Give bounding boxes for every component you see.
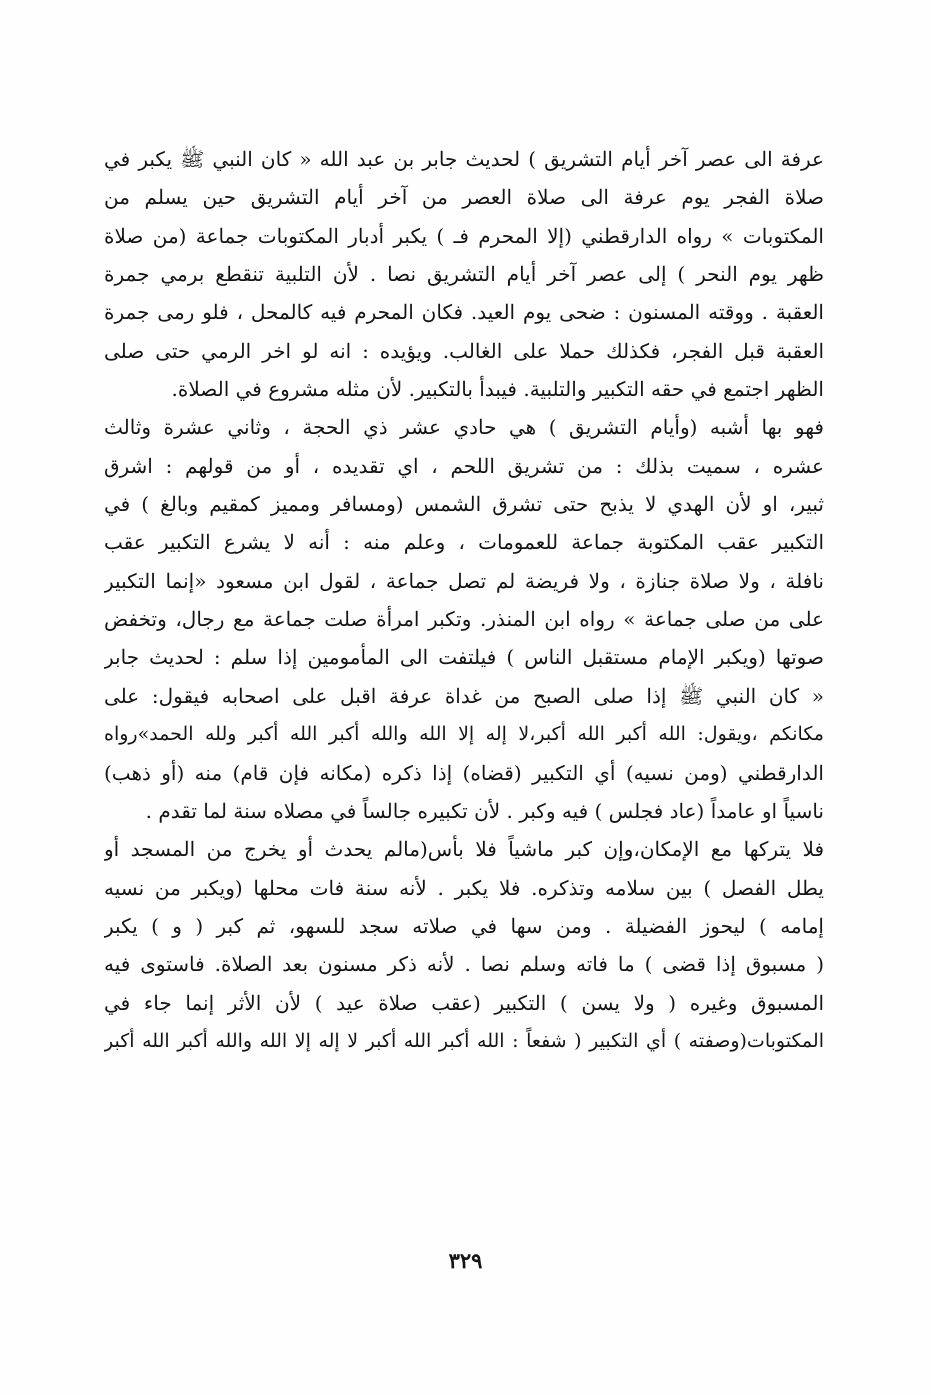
text-line-21: إمامه ) ليحوز الفضيلة . ومن سها في صلاته سجد للسهو، ثم كبر ( و ) يكبر — [104, 913, 824, 938]
text-line-20: يطل الفصل ) بين سلامه وتذكره. فلا يكبر . لأنه سنة فات محلها (ويكبر من نسيه — [104, 875, 824, 900]
text-line-23: المسبوق وغيره ( ولا يسن ) التكبير (عقب صلاة عيد ) لأن الأثر إنما جاء في — [104, 990, 824, 1015]
text-line-4: ظهر يوم النحر ) إلى عصر آخر أيام التشريق نصا . لأن التلبية تنقطع برمي جمرة — [104, 262, 824, 287]
text-line-8: فهو بها أشبه (وأيام التشريق ) هي حادي عشر ذي الحجة ، وثاني عشرة وثالث — [104, 415, 824, 440]
text-line-14: صوتها (ويكبر الإمام مستقبل الناس ) فيلتفت الى المأمومين إذا سلم : لحديث جابر — [104, 645, 824, 670]
body-text — [104, 140, 824, 1060]
text-line-1: عرفة الى عصر آخر أيام التشريق ) لحديث جابر بن عبد الله « كان النبي ﷺ يكبر في — [104, 147, 824, 171]
text-line-19: فلا يتركها مع الإمكان،وإن كبر ماشياً فلا بأس(مالم يحدث أو يخرج من المسجد أو — [104, 837, 824, 862]
text-line-15: « كان النبي ﷺ إذا صلى الصبح من غداة عرفة اقبل على اصحابه فيقول: على — [104, 683, 824, 708]
text-line-3: المكتوبات » رواه الدارقطني (إلا المحرم فـ ) يكبر أدبار المكتوبات جماعة (من صلاة — [104, 223, 824, 248]
text-line-18: ناسياً او عامداً (عاد فجلس ) فيه وكبر . لأن تكبيره جالساً في مصلاه سنة لما تقدم . — [145, 798, 824, 823]
page-number: ٣٢٩ — [448, 1248, 483, 1273]
text-line-11: التكبير عقب المكتوبة جماعة للعمومات ، وعلم منه : أنه لا يشرع التكبير عقب — [104, 530, 824, 555]
text-line-9: عشره ، سميت بذلك : من تشريق اللحم ، اي تقديده ، أو من قولهم : اشرق — [104, 453, 824, 478]
text-line-16: مكانكم ،ويقول: الله أكبر الله أكبر،لا إله إلا الله والله أكبر الله أكبر ولله الحمد»رواه — [104, 723, 824, 746]
text-line-13: على من صلى جماعة » رواه ابن المنذر. وتكبر امرأة صلت جماعة مع رجال، وتخفض — [104, 607, 824, 632]
text-line-6: العقبة قبل الفجر، فكذلك حملا على الغالب. ويؤيده : انه لو اخر الرمي حتى صلى — [104, 338, 824, 363]
text-line-7: الظهر اجتمع في حقه التكبير والتلبية. فيبدأ بالتكبير. لأن مثله مشروع في الصلاة. — [171, 377, 824, 402]
text-line-2: صلاة الفجر يوم عرفة الى صلاة العصر من آخر أيام التشريق حين يسلم من — [104, 185, 824, 210]
text-line-5: العقبة . ووقته المسنون : ضحى يوم العيد. فكان المحرم فيه كالمحل ، فلو رمى جمرة — [104, 300, 824, 325]
text-line-17: الدارقطني (ومن نسيه) أي التكبير (قضاه) إذا ذكره (مكانه فإن قام) منه (أو ذهب) — [104, 760, 824, 785]
text-line-10: ثبير، او لأن الهدي لا يذبح حتى تشرق الشمس (ومسافر ومميز كمقيم وبالغ ) في — [104, 492, 824, 517]
text-line-24: المكتوبات(وصفته ) أي التكبير ( شفعاً : الله أكبر الله أكبر لا إله إلا الله والله أكبر الله أكبر — [104, 1029, 824, 1052]
text-line-22: ( مسبوق إذا قضى ) ما فاته وسلم نصا . لأنه ذكر مسنون بعد الصلاة. فاستوى فيه — [104, 952, 824, 977]
text-line-12: نافلة ، ولا صلاة جنازة ، ولا فريضة لم تصل جماعة ، لقول ابن مسعود «إنما التكبير — [104, 568, 824, 593]
